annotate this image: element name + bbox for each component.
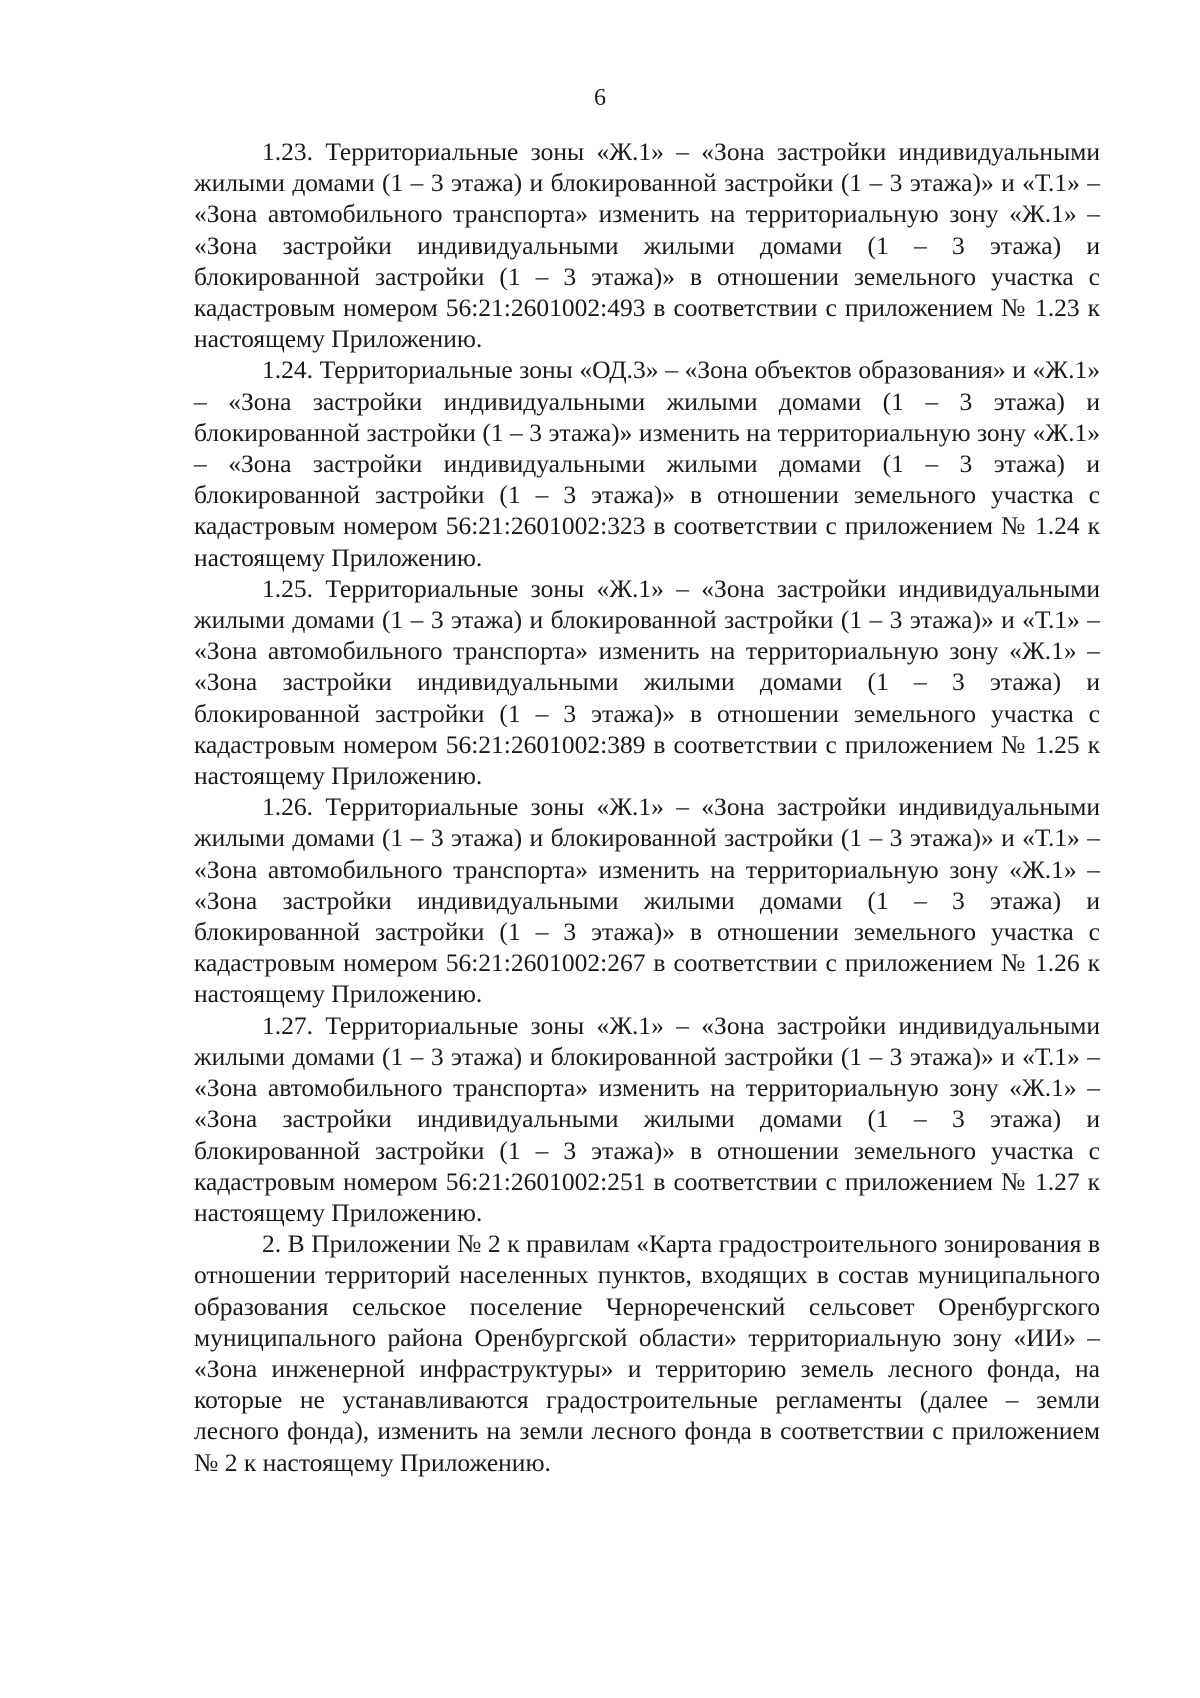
paragraph-2: 2. В Приложении № 2 к правилам «Карта градостроительного зонирования в отношении территорий населенных пунктов, входящих в состав муниципального образования сельское поселение Чернореченский сельсовет Оренбургского муниципального района Оренбургской области» территориальную зону «ИИ» – «Зона инженерной инфраструктуры» и территорию земель лесного фонда, на которые не устанавливаются градостроительные регламенты (далее – земли лесного фонда), изменить на земли лесного фонда в соответствии с приложением № 2 к настоящему Приложению. [194, 1229, 1100, 1477]
paragraph-1-27: 1.27. Территориальные зоны «Ж.1» – «Зона застройки индивидуальными жилыми домами (1 – 3 этажа) и блокированной застройки (1 – 3 этажа)» и «Т.1» – «Зона автомобильного транспорта» изменить на территориальную зону «Ж.1» – «Зона застройки индивидуальными жилыми домами (1 – 3 этажа) и блокированной застройки (1 – 3 этажа)» в отношении земельного участка с кадастровым номером 56:21:2601002:251 в соответствии с приложением № 1.27 к настоящему Приложению. [194, 1010, 1100, 1227]
paragraph-1-23: 1.23. Территориальные зоны «Ж.1» – «Зона застройки индивидуальными жилыми домами (1 – 3 этажа) и блокированной застройки (1 – 3 этажа)» и «Т.1» – «Зона автомобильного транспорта» изменить на территориальную зону «Ж.1» – «Зона застройки индивидуальными жилыми домами (1 – 3 этажа) и блокированной застройки (1 – 3 этажа)» в отношении земельного участка с кадастровым номером 56:21:2601002:493 в соответствии с приложением № 1.23 к настоящему Приложению. [194, 137, 1100, 354]
paragraph-1-26: 1.26. Территориальные зоны «Ж.1» – «Зона застройки индивидуальными жилыми домами (1 – 3 этажа) и блокированной застройки (1 – 3 этажа)» и «Т.1» – «Зона автомобильного транспорта» изменить на территориальную зону «Ж.1» – «Зона застройки индивидуальными жилыми домами (1 – 3 этажа) и блокированной застройки (1 – 3 этажа)» в отношении земельного участка с кадастровым номером 56:21:2601002:267 в соответствии с приложением № 1.26 к настоящему Приложению. [194, 792, 1100, 1009]
paragraph-1-24: 1.24. Территориальные зоны «ОД.3» – «Зона объектов образования» и «Ж.1» – «Зона застройки индивидуальными жилыми домами (1 – 3 этажа) и блокированной застройки (1 – 3 этажа)» изменить на территориальную зону «Ж.1» – «Зона застройки индивидуальными жилыми домами (1 – 3 этажа) и блокированной застройки (1 – 3 этажа)» в отношении земельного участка с кадастровым номером 56:21:2601002:323 в соответствии с приложением № 1.24 к настоящему Приложению. [194, 355, 1100, 572]
page-number: 6 [594, 85, 606, 111]
paragraph-1-25: 1.25. Территориальные зоны «Ж.1» – «Зона застройки индивидуальными жилыми домами (1 – 3 этажа) и блокированной застройки (1 – 3 этажа)» и «Т.1» – «Зона автомобильного транспорта» изменить на территориальную зону «Ж.1» – «Зона застройки индивидуальными жилыми домами (1 – 3 этажа) и блокированной застройки (1 – 3 этажа)» в отношении земельного участка с кадастровым номером 56:21:2601002:389 в соответствии с приложением № 1.25 к настоящему Приложению. [194, 573, 1100, 791]
document-body [194, 136, 1100, 1478]
